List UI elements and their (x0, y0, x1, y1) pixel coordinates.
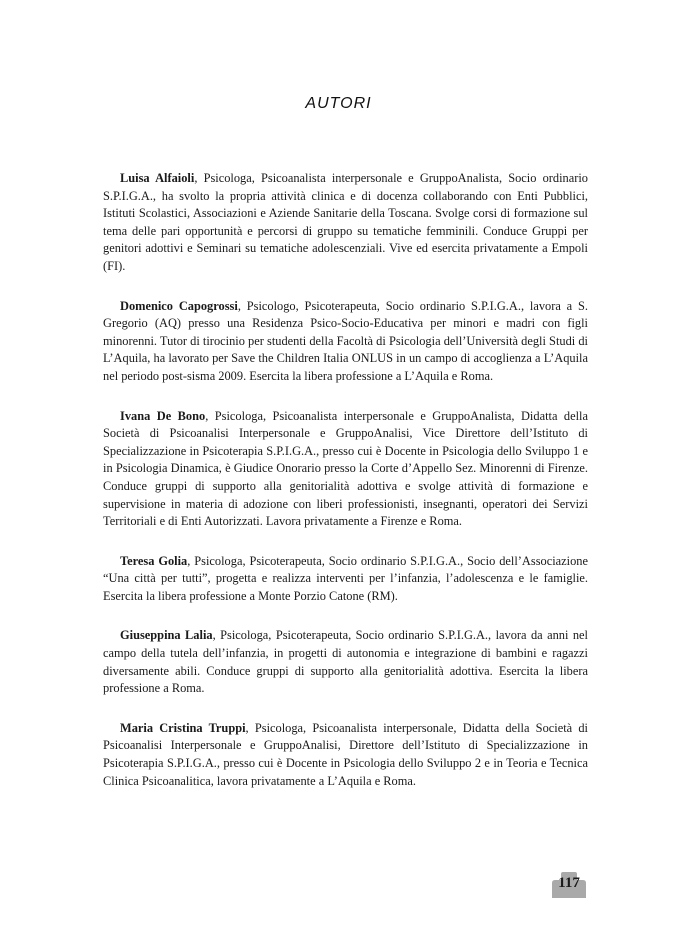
author-name: Domenico Capogrossi (120, 298, 238, 313)
bio-domenico-capogrossi (103, 298, 588, 386)
bio-giuseppina-lalia (103, 627, 588, 697)
author-name: Teresa Golia (120, 553, 188, 568)
author-name: Giuseppina Lalia (120, 628, 213, 643)
bio-maria-cristina-truppi (103, 720, 588, 790)
author-description: , Psicologa, Psicoanalista interpersonale e GruppoAnalista, Didatta della Società di Psicoanalisi Interpersonale e GruppoAnalisi, Vice Direttore dell’Istituto di Specializzazione in Psicoterapia S.P.I.G.A., presso cui è Docente in Psicologia dello Sviluppo 1 e in Psicologia Dinamica, è Giudice Onorario presso la Corte d’Appello Sez. Minorenni di Firenze. Conduce gruppi di supporto alla genitorialità adottiva e svolge attività di formazione e supervisione in materia di adozione con liberi professionisti, insegnanti, operatori dei Servizi Territoriali e di Enti Autorizzati. Lavora privatamente a Firenze e Roma. (103, 408, 588, 529)
author-description: , Psicologa, Psicoterapeuta, Socio ordinario S.P.I.G.A., lavora da anni nel campo della tutela dell’infanzia, in progetti di autonomia e integrazione di bambini e ragazzi diversamente abili. Conduce gruppi di supporto alla genitorialità adottiva. Esercita la libera professione a Roma. (103, 628, 588, 696)
page-number-tab (552, 872, 586, 898)
bio-luisa-alfaioli (103, 170, 588, 276)
author-description: , Psicologo, Psicoterapeuta, Socio ordinario S.P.I.G.A., lavora a S. Gregorio (AQ) presso una Residenza Psico-Socio-Educativa per minori e madri con figli minorenni. Tutor di tirocinio per studenti della Facoltà di Psicologia dell’Università degli Studi di L’Aquila, ha lavorato per Save the Children Italia ONLUS in un campo di accoglienza a L’Aquila nel periodo post-sisma 2009. Esercita la libera professione a L’Aquila e Roma. (103, 298, 588, 383)
author-description: , Psicologa, Psicoterapeuta, Socio ordinario S.P.I.G.A., Socio dell’Associazione “Una città per tutti”, progetta e realizza interventi per l’infanzia, l’adolescenza e le famiglie. Esercita la libera professione a Monte Porzio Catone (RM). (103, 553, 588, 603)
author-name: Maria Cristina Truppi (120, 720, 246, 735)
author-description: , Psicologa, Psicoanalista interpersonale, Didatta della Società di Psicoanalisi Interpersonale e GruppoAnalisi, Direttore dell’Istituto di Specializzazione in Psicoterapia S.P.I.G.A., presso cui è Docente in Psicologia dello Sviluppo 2 e in Teoria e Tecnica Clinica Psicoanalitica, lavora privatamente a L’Aquila e Roma. (103, 720, 588, 788)
author-bios (103, 170, 588, 812)
bio-ivana-de-bono (103, 408, 588, 531)
author-description: , Psicologa, Psicoanalista interpersonale e GruppoAnalista, Socio ordinario S.P.I.G.A., ha svolto la propria attività clinica e di docenza collaborando con Enti Pubblici, Istituti Scolastici, Associazioni e Aziende Sanitarie della Toscana. Svolge corsi di formazione sul tema delle pari opportunità e percorsi di gruppo su tematiche femminili. Conduce Gruppi per genitori adottivi e Seminari su tematiche adolescenziali. Vive ed esercita privatamente a Empoli (FI). (103, 171, 589, 273)
author-name: Luisa Alfaioli (120, 171, 195, 185)
author-name: Ivana De Bono (120, 408, 206, 423)
bio-teresa-golia (103, 553, 588, 606)
page-number: 117 (558, 875, 580, 891)
page-title: AUTORI (305, 95, 372, 112)
